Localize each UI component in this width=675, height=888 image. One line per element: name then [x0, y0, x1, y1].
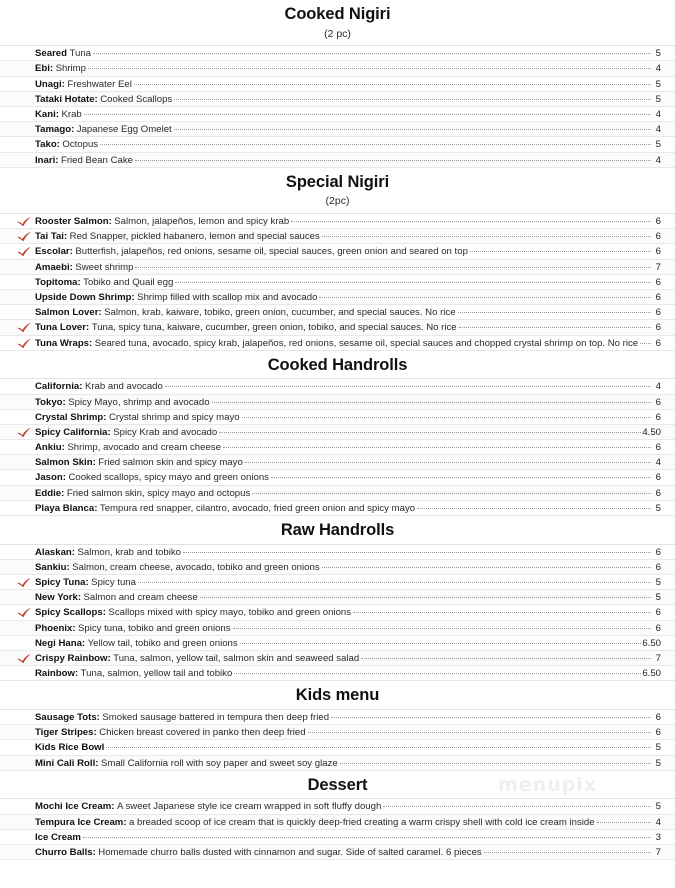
item-name: Negi Hana: — [35, 637, 86, 649]
item-price: 4 — [655, 381, 661, 393]
dot-leader — [84, 114, 651, 115]
item-price: 6 — [655, 246, 661, 258]
menu-item[interactable] — [0, 636, 675, 651]
item-price: 7 — [655, 261, 661, 273]
dot-leader — [458, 312, 651, 313]
item-description: Freshwater Eel — [67, 78, 132, 90]
recommended-check-icon — [16, 653, 32, 664]
item-name: Ankiu: — [35, 442, 65, 454]
menupix-watermark: menupix — [498, 774, 598, 796]
item-price: 6 — [655, 727, 661, 739]
dot-leader — [134, 84, 651, 85]
dot-leader — [308, 732, 651, 733]
recommended-check-icon — [16, 427, 32, 438]
item-name: Tuna Wraps: — [35, 337, 93, 349]
item-name: Upside Down Shrimp: — [35, 291, 135, 303]
recommended-check-icon — [16, 338, 32, 349]
item-name: Phoenix: — [35, 622, 76, 634]
item-name: Salmon Skin: — [35, 457, 96, 469]
item-name: New York: — [35, 592, 82, 604]
dot-leader — [361, 658, 651, 659]
menu-item[interactable] — [0, 244, 675, 259]
item-description: Salmon, krab and tobiko — [77, 546, 181, 558]
item-description: Scallops mixed with spicy mayo, tobiko and green onions — [108, 607, 352, 619]
item-name: Escolar: — [35, 246, 73, 258]
item-description: Yellow tail, tobiko and green onions — [87, 637, 238, 649]
dot-leader — [212, 402, 651, 403]
item-name: Seared — [35, 48, 67, 60]
item-description: Shrimp filled with scallop mix and avocado — [137, 291, 318, 303]
item-name: Tai Tai: — [35, 231, 68, 243]
menu-item[interactable] — [0, 815, 675, 830]
item-price: 6.50 — [642, 637, 661, 649]
item-description: Seared tuna, avocado, spicy krab, jalapeños, red onions, sesame oil, special sauces and chopped crystal shrimp on top. No rice — [94, 337, 639, 349]
item-price: 5 — [655, 757, 661, 769]
item-name: Tokyo: — [35, 396, 66, 408]
dot-leader — [459, 327, 651, 328]
menu-item[interactable] — [0, 320, 675, 335]
menu-item[interactable] — [0, 740, 675, 755]
item-price: 6 — [655, 472, 661, 484]
item-name: Ebi: — [35, 63, 54, 75]
item-price: 6 — [655, 291, 661, 303]
item-description: Salmon, jalapeños, lemon and spicy krab — [114, 216, 290, 228]
recommended-check-icon — [16, 607, 32, 618]
menu-section-cooked-handrolls — [0, 351, 675, 516]
item-price: 6 — [655, 622, 661, 634]
dot-leader — [183, 552, 651, 553]
item-name: Tamago: — [35, 124, 75, 136]
dot-leader — [175, 282, 651, 283]
menu-item[interactable] — [0, 92, 675, 107]
item-name: Tako: — [35, 139, 60, 151]
dot-leader — [135, 160, 651, 161]
item-description: Tuna — [69, 48, 92, 60]
section-title: Kids menu — [295, 686, 380, 705]
item-name: Sausage Tots: — [35, 711, 100, 723]
item-name: Ice Cream — [35, 831, 81, 843]
dot-leader — [319, 297, 651, 298]
item-description: Tuna, spicy tuna, kaiware, cucumber, green onion, tobiko, and special sauces. No rice — [91, 322, 457, 334]
dot-leader — [291, 221, 651, 222]
item-price: 4 — [655, 63, 661, 75]
dot-leader — [88, 68, 651, 69]
section-title: Special Nigiri — [285, 172, 390, 191]
item-description: a breaded scoop of ice cream that is quickly deep-fried creating a warm crispy shell with cold ice cream inside — [129, 816, 595, 828]
recommended-check-icon — [16, 322, 32, 333]
item-price: 7 — [655, 652, 661, 664]
item-name: Churro Balls: — [35, 846, 96, 858]
menu-item[interactable] — [0, 379, 675, 394]
menu-item[interactable] — [0, 799, 675, 814]
dot-leader — [240, 643, 642, 644]
item-description: Smoked sausage battered in tempura then deep fried — [102, 711, 330, 723]
item-description: Spicy Mayo, shrimp and avocado — [68, 396, 210, 408]
menu-item[interactable] — [0, 501, 675, 516]
item-name: Spicy California: — [35, 426, 111, 438]
item-name: Spicy Tuna: — [35, 577, 89, 589]
section-item-list — [0, 798, 675, 860]
dot-leader — [353, 612, 651, 613]
item-description: A sweet Japanese style ice cream wrapped in soft fluffy dough — [116, 801, 382, 813]
item-name: Crystal Shrimp: — [35, 411, 107, 423]
item-description: Fried salmon skin and spicy mayo — [98, 457, 243, 469]
item-price: 4 — [655, 816, 661, 828]
dot-leader — [83, 837, 651, 838]
item-name: Rainbow: — [35, 668, 79, 680]
item-description: Spicy tuna — [91, 577, 136, 589]
dot-leader — [138, 582, 651, 583]
item-price: 6 — [655, 216, 661, 228]
menu-section-cooked-nigiri — [0, 0, 675, 168]
item-name: Kids Rice Bowl — [35, 742, 105, 754]
menu-item[interactable] — [0, 425, 675, 440]
item-price: 5 — [655, 48, 661, 60]
dot-leader — [223, 447, 651, 448]
dot-leader — [233, 628, 651, 629]
item-price: 6.50 — [642, 668, 661, 680]
item-description: Krab and avocado — [84, 381, 163, 393]
menu-item[interactable] — [0, 305, 675, 320]
menu-item[interactable] — [0, 651, 675, 666]
item-price: 6 — [655, 231, 661, 243]
item-price: 6 — [655, 411, 661, 423]
item-description: Small California roll with soy paper and sweet soy glaze — [100, 757, 338, 769]
section-item-list — [0, 544, 675, 682]
dot-leader — [93, 53, 651, 54]
menu-item[interactable] — [0, 260, 675, 275]
menu-section-dessert — [0, 771, 675, 860]
dot-leader — [174, 129, 651, 130]
menu-item[interactable] — [0, 395, 675, 410]
menu-item[interactable] — [0, 845, 675, 860]
item-price: 5 — [655, 592, 661, 604]
item-price: 4 — [655, 124, 661, 136]
menu-item[interactable] — [0, 756, 675, 771]
item-name: Amaebi: — [35, 261, 73, 273]
dot-leader — [322, 567, 651, 568]
menu-section-kids-menu — [0, 681, 675, 770]
dot-leader — [271, 477, 651, 478]
dot-leader — [174, 99, 651, 100]
item-price: 5 — [655, 502, 661, 514]
item-name: Kani: — [35, 109, 59, 121]
item-description: Cooked scallops, spicy mayo and green onions — [68, 472, 269, 484]
item-price: 5 — [655, 139, 661, 151]
section-item-list — [0, 378, 675, 516]
item-name: Tataki Hotate: — [35, 93, 98, 105]
item-name: Topitoma: — [35, 276, 81, 288]
item-description: Spicy Krab and avocado — [113, 426, 218, 438]
menu-section-raw-handrolls — [0, 516, 675, 681]
item-price: 5 — [655, 93, 661, 105]
menu-item[interactable] — [0, 122, 675, 137]
menu-item[interactable] — [0, 229, 675, 244]
section-subtitle: (2 pc) — [324, 27, 351, 40]
item-price: 4 — [655, 154, 661, 166]
item-description: Homemade churro balls dusted with cinnamon and sugar. Side of salted caramel. 6 pieces — [98, 846, 482, 858]
recommended-check-icon — [16, 246, 32, 257]
dot-leader — [245, 462, 651, 463]
dot-leader — [165, 386, 651, 387]
dot-leader — [100, 144, 651, 145]
menu-item[interactable] — [0, 725, 675, 740]
item-description: Octopus — [62, 139, 99, 151]
dot-leader — [135, 267, 651, 268]
item-description: Shrimp, avocado and cream cheese — [67, 442, 221, 454]
dot-leader — [242, 417, 651, 418]
menu-item[interactable] — [0, 46, 675, 61]
item-description: Shrimp — [55, 63, 87, 75]
menu-item[interactable] — [0, 137, 675, 152]
item-name: Mini Cali Roll: — [35, 757, 99, 769]
item-name: Mochi Ice Cream: — [35, 801, 115, 813]
item-price: 4 — [655, 109, 661, 121]
section-item-list — [0, 709, 675, 771]
dot-leader — [200, 597, 651, 598]
item-description: Tobiko and Quail egg — [83, 276, 174, 288]
item-description: Tuna, salmon, yellow tail and tobiko — [80, 668, 233, 680]
item-description: Butterfish, jalapeños, red onions, sesame oil, special sauces, green onion and seared on top — [75, 246, 468, 258]
dot-leader — [597, 822, 651, 823]
item-description: Tempura red snapper, cilantro, avocado, fried green onion and spicy mayo — [99, 502, 416, 514]
menu-item[interactable] — [0, 590, 675, 605]
item-price: 5 — [655, 577, 661, 589]
dot-leader — [417, 508, 651, 509]
dot-leader — [252, 493, 651, 494]
item-name: Tuna Lover: — [35, 322, 90, 334]
item-price: 4 — [655, 457, 661, 469]
menu-item[interactable] — [0, 153, 675, 168]
item-description: Crystal shrimp and spicy mayo — [108, 411, 240, 423]
item-description: Sweet shrimp — [75, 261, 134, 273]
dot-leader — [383, 806, 651, 807]
item-name: California: — [35, 381, 83, 393]
item-name: Tempura Ice Cream: — [35, 816, 127, 828]
item-name: Spicy Scallops: — [35, 607, 106, 619]
dot-leader — [234, 673, 641, 674]
item-price: 6 — [655, 396, 661, 408]
item-description: Spicy tuna, tobiko and green onions — [78, 622, 231, 634]
item-price: 6 — [655, 711, 661, 723]
item-name: Crispy Rainbow: — [35, 652, 111, 664]
item-description: Krab — [61, 109, 82, 121]
menu-item[interactable] — [0, 61, 675, 76]
item-price: 6 — [655, 322, 661, 334]
item-name: Rooster Salmon: — [35, 216, 112, 228]
dot-leader — [340, 763, 651, 764]
item-price: 6 — [655, 561, 661, 573]
menu-item[interactable] — [0, 77, 675, 92]
item-description: Salmon, krab, kaiware, tobiko, green onion, cucumber, and special sauces. No rice — [104, 307, 456, 319]
menu-item[interactable] — [0, 710, 675, 725]
item-description: Fried Bean Cake — [60, 154, 133, 166]
item-name: Eddie: — [35, 487, 65, 499]
item-description: Japanese Egg Omelet — [76, 124, 172, 136]
section-item-list — [0, 45, 675, 168]
item-price: 6 — [655, 442, 661, 454]
section-title: Cooked Handrolls — [267, 355, 408, 374]
menu-item[interactable] — [0, 470, 675, 485]
item-price: 6 — [655, 487, 661, 499]
section-title: Dessert — [307, 775, 368, 794]
menu-item[interactable] — [0, 545, 675, 560]
item-description: Chicken breast covered in panko then deep fried — [99, 727, 306, 739]
item-name: Sankiu: — [35, 561, 70, 573]
item-price: 6 — [655, 546, 661, 558]
item-name: Tiger Stripes: — [35, 727, 97, 739]
item-price: 4.50 — [642, 426, 661, 438]
dot-leader — [470, 251, 651, 252]
item-name: Jason: — [35, 472, 66, 484]
item-description: Cooked Scallops — [100, 93, 173, 105]
dot-leader — [106, 747, 651, 748]
menu-item[interactable] — [0, 830, 675, 845]
section-subtitle: (2pc) — [325, 195, 350, 208]
item-description: Tuna, salmon, yellow tail, salmon skin and seaweed salad — [113, 652, 360, 664]
item-price: 5 — [655, 78, 661, 90]
item-price: 6 — [655, 337, 661, 349]
menu-item[interactable] — [0, 214, 675, 229]
menu-item[interactable] — [0, 275, 675, 290]
section-title: Cooked Nigiri — [284, 5, 391, 23]
menu-item[interactable] — [0, 621, 675, 636]
item-price: 5 — [655, 742, 661, 754]
section-item-list — [0, 213, 675, 351]
item-price: 6 — [655, 276, 661, 288]
item-description: Red Snapper, pickled habanero, lemon and special sauces — [69, 231, 320, 243]
page-bottom-spacer — [0, 860, 675, 888]
item-price: 6 — [655, 307, 661, 319]
menu-item[interactable] — [0, 605, 675, 620]
recommended-check-icon — [16, 231, 32, 242]
menu-item[interactable] — [0, 290, 675, 305]
dot-leader — [331, 717, 651, 718]
menu-item[interactable] — [0, 336, 675, 351]
item-name: Alaskan: — [35, 546, 75, 558]
item-description: Fried salmon skin, spicy mayo and octopus — [66, 487, 251, 499]
menu-item[interactable] — [0, 560, 675, 575]
item-price: 3 — [655, 831, 661, 843]
item-description: Salmon, cream cheese, avocado, tobiko and green onions — [72, 561, 320, 573]
dot-leader — [219, 432, 641, 433]
menu-section-special-nigiri — [0, 168, 675, 351]
item-price: 5 — [655, 801, 661, 813]
item-name: Inari: — [35, 154, 59, 166]
dot-leader — [640, 343, 651, 344]
item-name: Salmon Lover: — [35, 307, 102, 319]
dot-leader — [322, 236, 651, 237]
menu-item[interactable] — [0, 486, 675, 501]
menu-item[interactable] — [0, 455, 675, 470]
menu-item[interactable] — [0, 410, 675, 425]
item-description: Salmon and cream cheese — [83, 592, 198, 604]
dot-leader — [484, 852, 651, 853]
menu-item[interactable] — [0, 666, 675, 681]
menu-item[interactable] — [0, 107, 675, 122]
recommended-check-icon — [16, 577, 32, 588]
item-name: Unagi: — [35, 78, 65, 90]
menu-item[interactable] — [0, 575, 675, 590]
item-price: 7 — [655, 846, 661, 858]
recommended-check-icon — [16, 216, 32, 227]
item-name: Playa Blanca: — [35, 502, 98, 514]
item-price: 6 — [655, 607, 661, 619]
section-title: Raw Handrolls — [280, 521, 395, 540]
menu-item[interactable] — [0, 440, 675, 455]
